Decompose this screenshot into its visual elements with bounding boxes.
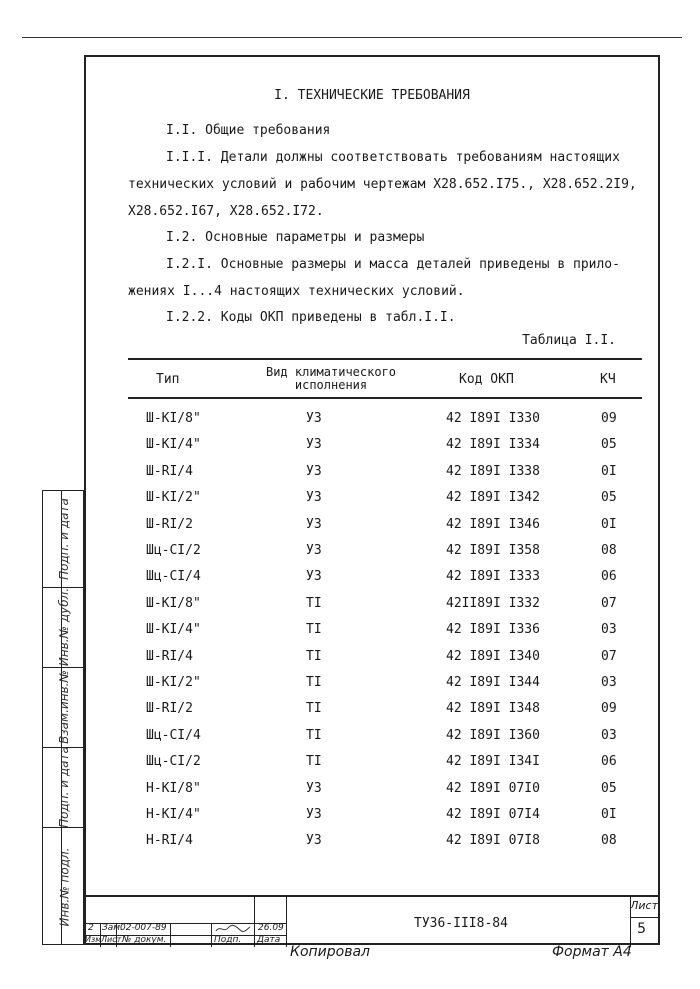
footer <box>290 944 670 984</box>
paragraph-sizes-2: жениях I...4 настоящих технических условий. <box>128 284 465 299</box>
cell-code: 42 I89I I338 <box>446 463 540 479</box>
cell-climate: ТI <box>306 622 322 638</box>
cell-kch: 07 <box>601 595 617 611</box>
cell-kch: 06 <box>601 569 617 585</box>
table-row <box>84 781 660 807</box>
cell-type: Шц-СI/4 <box>146 569 201 585</box>
cell-code: 42 I89I 07I0 <box>446 780 540 796</box>
table-row <box>84 596 660 622</box>
strip-label-dup-inv: Инв.№ дубл. <box>57 587 72 667</box>
table-row <box>84 701 660 727</box>
strip-label-orig-inv: Инв.№ подл. <box>57 847 72 926</box>
col-izm: Изм <box>85 935 102 944</box>
cell-kch: 03 <box>601 675 617 690</box>
cell-type: Ш-RI/4 <box>146 648 193 664</box>
cell-kch: 06 <box>601 754 617 770</box>
cell-type: Ш-КI/8" <box>146 411 201 426</box>
cell-type: Ш-КI/4" <box>146 622 201 638</box>
cell-climate: ТI <box>306 754 322 770</box>
paragraph-requirements-2: технических условий и рабочим чертежам Х28.652.I75., Х28.652.2I9, <box>128 177 637 192</box>
cell-climate: У3 <box>306 807 322 822</box>
signature-mark <box>214 923 252 935</box>
cell-climate: У3 <box>306 833 322 849</box>
cell-kch: 08 <box>601 543 617 558</box>
cell-type: Ш-КI/2" <box>146 675 201 690</box>
rev-doc: 02-007-89 <box>120 923 167 933</box>
rev-date: 26.09 <box>258 923 284 933</box>
cell-climate: ТI <box>306 675 322 690</box>
table-row <box>84 807 660 833</box>
cell-type: Н-КI/4" <box>146 807 201 822</box>
cell-code: 42 I89I I330 <box>446 411 540 426</box>
cell-climate: У3 <box>306 437 322 453</box>
footer-format: Формат А4 <box>552 944 632 960</box>
cell-code: 42 I89I I360 <box>446 727 540 743</box>
table-row <box>84 728 660 754</box>
header-kch: КЧ <box>600 372 616 387</box>
cell-kch: 09 <box>601 701 617 717</box>
cell-climate: ТI <box>306 727 322 743</box>
table-header-rule <box>128 397 642 399</box>
cell-kch: 03 <box>601 727 617 743</box>
col-data: Дата <box>257 935 281 945</box>
sheet-number: 5 <box>637 921 646 937</box>
cell-kch: 05 <box>601 780 617 796</box>
cell-code: 42 I89I I348 <box>446 701 540 717</box>
top-rule <box>22 37 682 38</box>
cell-type: Ш-КI/4" <box>146 437 201 453</box>
cell-climate: У3 <box>306 543 322 558</box>
cell-kch: 07 <box>601 648 617 664</box>
footer-copied: Копировал <box>290 944 370 960</box>
table-row <box>84 833 660 859</box>
col-list: Лист <box>101 935 122 944</box>
cell-code: 42 I89I I342 <box>446 490 540 506</box>
cell-code: 42 I89I I333 <box>446 569 540 585</box>
table-row <box>84 569 660 595</box>
cell-climate: У3 <box>306 516 322 532</box>
cell-code: 42 I89I I340 <box>446 648 540 664</box>
table-caption: Таблица I.I. <box>522 333 616 348</box>
strip-label-sign-date-2: Подп. и дата <box>57 746 71 828</box>
paragraph-sizes-1: I.2.I. Основные размеры и масса деталей приведены в прило- <box>166 257 620 272</box>
cell-type: Н-КI/8" <box>146 780 201 796</box>
paragraph-requirements-3: Х28.652.I67, Х28.652.I72. <box>128 204 324 219</box>
cell-type: Ш-RI/4 <box>146 463 193 479</box>
cell-code: 42 I89I I358 <box>446 543 540 558</box>
cell-kch: 05 <box>601 490 617 506</box>
table-row <box>84 411 660 437</box>
cell-type: Ш-КI/2" <box>146 490 201 506</box>
cell-climate: У3 <box>306 569 322 585</box>
cell-type: Н-RI/4 <box>146 833 193 849</box>
cell-type: Ш-КI/8" <box>146 595 201 611</box>
table-row <box>84 464 660 490</box>
paragraph-codes: I.2.2. Коды ОКП приведены в табл.I.I. <box>166 310 456 325</box>
header-climate-line1: Вид климатического <box>265 365 397 379</box>
cell-climate: ТI <box>306 648 322 664</box>
section-title: I. ТЕХНИЧЕСКИЕ ТРЕБОВАНИЯ <box>274 88 470 103</box>
cell-climate: У3 <box>306 411 322 426</box>
cell-climate: ТI <box>306 701 322 717</box>
cell-kch: 05 <box>601 437 617 453</box>
cell-climate: У3 <box>306 780 322 796</box>
cell-kch: 0I <box>601 463 617 479</box>
cell-code: 42II89I I332 <box>446 595 540 611</box>
document-code: ТУ36-III8-84 <box>414 916 508 931</box>
table-row <box>84 517 660 543</box>
header-climate <box>256 366 406 392</box>
sheet-label: Лист <box>630 899 658 912</box>
cell-climate: ТI <box>306 595 322 611</box>
cell-climate: У3 <box>306 463 322 479</box>
title-block <box>84 895 660 947</box>
col-ndoc: № докум. <box>122 935 167 945</box>
table-row <box>84 754 660 780</box>
cell-type: Шц-СI/2 <box>146 543 201 558</box>
tb-divider <box>286 897 287 947</box>
table-row <box>84 649 660 675</box>
cell-code: 42 I89I I346 <box>446 516 540 532</box>
paragraph-general: I.I. Общие требования <box>166 123 331 138</box>
cell-kch: 08 <box>601 833 617 849</box>
strip-label-sign-date: Подп. и дата <box>57 498 71 580</box>
cell-type: Шц-СI/4 <box>146 727 201 743</box>
rev-change: Зам. <box>102 923 123 933</box>
cell-kch: 0I <box>601 807 617 822</box>
cell-type: Ш-RI/2 <box>146 516 193 532</box>
rev-number: 2 <box>88 923 94 933</box>
cell-kch: 03 <box>601 622 617 638</box>
cell-kch: 0I <box>601 516 617 532</box>
tb-divider <box>630 917 660 918</box>
cell-climate: У3 <box>306 490 322 506</box>
tb-divider <box>254 897 255 947</box>
cell-code: 42 I89I I34I <box>446 754 540 770</box>
cell-type: Шц-СI/2 <box>146 754 201 770</box>
header-code: Код ОКП <box>459 372 514 387</box>
paragraph-requirements-1: I.I.I. Детали должны соответствовать требованиям настоящих <box>166 150 620 165</box>
cell-code: 42 I89I I334 <box>446 437 540 453</box>
strip-label-replace-inv: Взам.инв.№ <box>57 670 72 744</box>
table-row <box>84 437 660 463</box>
table-row <box>84 490 660 516</box>
paragraph-params: I.2. Основные параметры и размеры <box>166 230 425 245</box>
col-podp: Подп. <box>214 935 242 945</box>
cell-type: Ш-RI/2 <box>146 701 193 717</box>
cell-code: 42 I89I I336 <box>446 622 540 638</box>
header-type: Тип <box>156 372 180 387</box>
table-top-rule <box>128 358 642 360</box>
cell-code: 42 I89I 07I4 <box>446 807 540 822</box>
cell-kch: 09 <box>601 411 617 426</box>
table-row <box>84 675 660 701</box>
registration-strip <box>42 490 84 945</box>
table-row <box>84 622 660 648</box>
table-row <box>84 543 660 569</box>
header-climate-line2: исполнения <box>294 378 368 392</box>
cell-code: 42 I89I I344 <box>446 675 540 690</box>
cell-code: 42 I89I 07I8 <box>446 833 540 849</box>
